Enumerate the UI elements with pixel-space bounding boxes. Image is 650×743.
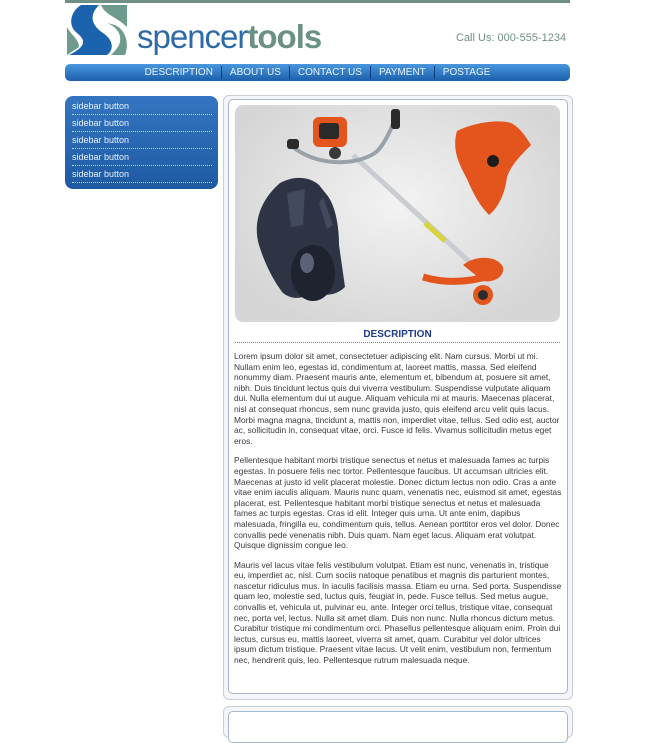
product-image: [235, 105, 560, 322]
call-us-text: Call Us: 000-555-1234: [456, 32, 567, 44]
top-navigation-bar: [65, 64, 570, 81]
brush-cutter-icon: [235, 105, 560, 322]
sidebar-button-3[interactable]: sidebar button: [72, 133, 212, 149]
sidebar-button-4[interactable]: sidebar button: [72, 150, 212, 166]
sidebar-button-2[interactable]: sidebar button: [72, 116, 212, 132]
sidebar-button-5[interactable]: sidebar button: [72, 167, 212, 183]
nav-contact-us[interactable]: CONTACT US: [289, 66, 370, 79]
description-paragraph-3: Mauris vel lacus vitae felis vestibulum volutpat. Etiam est nunc, venenatis in, tristique eu, imperdiet ac, nisl. Cum sociis natoque penatibus et magnis dis parturient montes, nascetur ridiculus mus. In iaculis facilisis massa. Etiam eu urna. Sed porta. Suspendisse quam leo, molestie sed, luctus quis, feugiat in, pede. Fusce tellus. Sed metus augue, convallis et, vehicula ut, pulvinar eu, ante. Integer orci tellus, tristique vitae, consequat nec, porta vel, lectus. Nulla sit amet diam. Duis non nunc. Nulla rhoncus dictum metus. Curabitur tristique mi condimentum orci. Phasellus pellentesque aliquam enim. Proin dui lectus, cursus eu, mattis laoreet, viverra sit amet, quam. Curabitur vel dolor ultrices ipsum dictum tristique. Praesent vitae lacus. Ut velit enim, vestibulum non, fermentum nec, hendrerit quis, leo. Pellentesque rutrum malesuada neque.: [234, 559, 562, 666]
logo-text-part1: spencer: [137, 18, 248, 55]
logo-wordmark[interactable]: [137, 17, 321, 57]
description-heading: DESCRIPTION: [363, 329, 432, 340]
nav-about-us[interactable]: ABOUT US: [221, 66, 289, 79]
content-panel: [228, 99, 568, 694]
description-paragraph-2: Pellentesque habitant morbi tristique senectus et netus et malesuada fames ac turpis egestas. In posuere felis nec tortor. Pellentesque faucibus. Ut accumsan ultricies elit. Maecenas at justo id velit placerat molestie. Donec dictum lectus non odio. Cras a ante vitae enim iaculis aliquam. Mauris nunc quam, venenatis nec, euismod sit amet, egestas placerat, est. Pellentesque habitant morbi tristique senectus et netus et malesuada fames ac turpis egestas. Cras id elit. Integer quis urna. Ut ante enim, dapibus malesuada, fringilla eu, condimentum quis, tellus. Aenean porttitor eros vel dolor. Donec convallis pede venenatis nibh. Duis quam. Nam eget lacus. Aliquam erat volutpat. Quisque dignissim congue leo.: [234, 455, 562, 551]
second-content-panel: [228, 711, 568, 743]
nav-description[interactable]: DESCRIPTION: [144, 67, 213, 78]
logo-s-icon: [67, 5, 129, 55]
description-paragraph-1: Lorem ipsum dolor sit amet, consectetuer adipiscing elit. Nam cursus. Morbi ut mi. Nullam enim leo, egestas id, condimentum at, laoreet mattis, massa. Sed eleifend nonummy diam. Praesent mauris ante, elementum et, bibendum at, posuere sit amet, nibh. Duis tincidunt lectus quis dui viverra vestibulum. Suspendisse vulputate aliquam dui. Nulla elementum dui ut augue. Aliquam vehicula mi at mauris. Maecenas placerat, nisl at consequat rhoncus, sem nunc gravida justo, quis eleifend arcu velit quis lacus. Morbi magna magna, tincidunt a, mattis non, imperdiet vitae, tellus. Sed odio est, auctor ac, sollicitudin in, consequat vitae, orci. Fusce id felis. Vivamus sollicitudin metus eget eros.: [234, 351, 560, 446]
sidebar-panel: [65, 96, 218, 189]
top-border-line: [65, 0, 570, 3]
sidebar-button-1[interactable]: sidebar button: [72, 99, 212, 115]
description-text: [234, 351, 562, 675]
logo-text-part2: tools: [247, 18, 322, 55]
nav-payment[interactable]: PAYMENT: [370, 66, 434, 79]
heading-divider: [235, 342, 560, 343]
nav-postage[interactable]: POSTAGE: [434, 66, 499, 79]
